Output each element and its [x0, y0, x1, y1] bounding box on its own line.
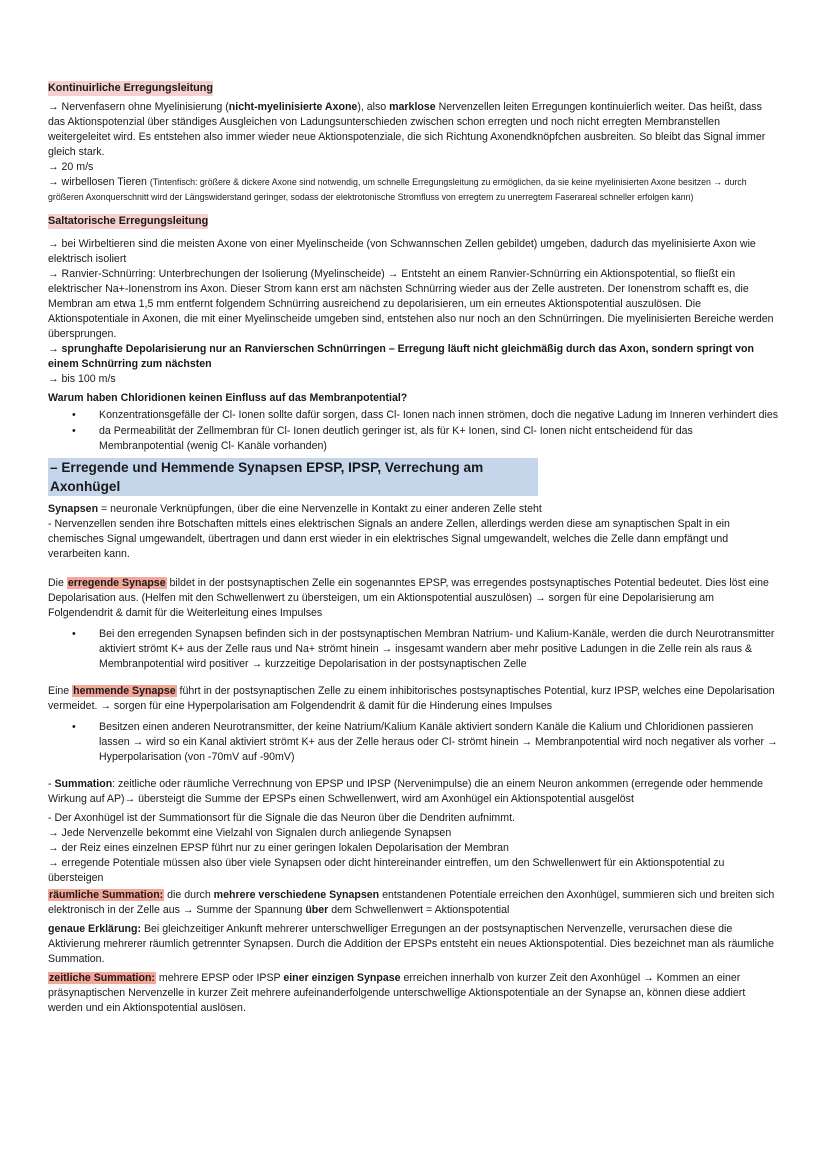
text: erreichen innerhalb von kurzer Zeit den Axonhügel → Kommen an einer präsynaptischen Nervenzelle in kurzer Zeit mehrere aufeinanderfolgende unterschwellige Aktionspotentiale an der Synapse an, können diese addiert werden und ein Aktionspotential auslösen. [48, 972, 746, 1014]
list-item [48, 424, 780, 454]
text: entstandenen Potentiale erreichen den Axonhügel, summieren sich und breiten sich elektronisch in der Zelle aus → Summe der Spannung [48, 889, 775, 916]
text: dem Schwellenwert = Aktionspotential [328, 904, 510, 916]
bullet-text: da Permeabilität der Zellmembran für Cl- Ionen deutlich geringer ist, als für K+ Ionen, sind Cl- Ionen nicht entscheidend für das Membranpotential (wenig Cl- Kanäle vorhanden) [99, 425, 693, 452]
section-title-synapses: – Erregende und Hemmende Synapsen EPSP, IPSP, Verrechung am Axonhügel [48, 458, 538, 496]
paragraph-axon-hillock-4: → erregende Potentiale müssen also über viele Synapsen oder dicht hintereinander eintreffen, um den Schwellenwert für ein Aktionspotential zu übersteigen [48, 857, 725, 884]
list-item [48, 720, 780, 765]
question-chloride [48, 391, 780, 406]
text: = neuronale Verknüpfungen, über die eine Nervenzelle in Kontakt zu einer anderen Zelle steht [98, 503, 542, 515]
paragraph-summation [48, 777, 780, 807]
text: Eine [48, 685, 73, 697]
highlight-temporal-summation: zeitliche Summation: [49, 972, 155, 984]
text: Die [48, 577, 67, 589]
bullet-icon: • [72, 628, 76, 640]
text: - [48, 778, 55, 790]
bold-text: marklose [389, 101, 436, 113]
text: → Nervenfasern ohne Myelinisierung ( [48, 101, 229, 113]
chloride-bullets [48, 408, 780, 454]
bold-text: Warum haben Chloridionen keinen Einfluss auf das Membranpotential? [48, 392, 408, 404]
text: mehrere EPSP oder IPSP [155, 972, 284, 984]
excitatory-bullets [48, 627, 780, 672]
text: Bei gleichzeitiger Ankunft mehrerer unterschwelliger Erregungen an der postsynaptischen Nervenzelle, verursachen diese die Aktivierung mehrerer räumlich getrennter Synapsen. Durch die Addition der EPSPs entsteht ein neues Aktionspotential. Dies bezeichnet man als räumliche Summation. [48, 923, 775, 965]
text: : zeitliche oder räumliche Verrechnung von EPSP und IPSP (Nervenimpulse) die an einem Neuron ankommen (erregende oder hemmende Wirkung auf AP)→ übersteigt die Summe der EPSPs einen Schwellenwert, wird am Axonhügel ein Aktionspotential ausgelöst [48, 778, 764, 805]
paragraph-axon-hillock-3: → der Reiz eines einzelnen EPSP führt nur zu einer geringen lokalen Depolarisation der Membran [48, 842, 509, 854]
highlight-inhibitory-synapse: hemmende Synapse [73, 685, 176, 697]
text: führt in der postsynaptischen Zelle zu einem inhibitorisches postsynaptisches Potential, kurz IPSP, welches eine Depolarisation vermeidet. → sorgen für eine Hyperpolarisation am Folgendendrit & damit für die Hinderung eines Impulses [48, 685, 775, 712]
section-saltatory-conduction [48, 211, 780, 454]
highlight-excitatory-synapse: erregende Synapse [67, 577, 166, 589]
bold-text: über [305, 904, 329, 916]
paragraph-axon-hillock-2: → Jede Nervenzelle bekommt eine Vielzahl von Signalen durch anliegende Synapsen [48, 827, 452, 839]
text: ), also [357, 101, 390, 113]
bullet-icon: • [72, 425, 76, 437]
paragraph-inhibitory [48, 684, 780, 714]
paragraph-unmyelinated [48, 100, 780, 160]
list-item [48, 408, 780, 423]
paragraph-saltatory-summary [48, 342, 780, 372]
speed-continuous: → 20 m/s [48, 161, 94, 173]
paragraph-exact-explanation [48, 922, 780, 967]
paragraph-excitatory [48, 576, 780, 621]
text: Nervenzellen leiten Erregungen kontinuierlich weiter. Das heißt, dass das Aktionspotenzial über ständiges Ausgleichen von Ladungsunterschieden zwischen schon erregten und noch nicht erregten Membranstellen weitergeleitet wird. Es entstehen also immer wieder neue Aktionspotenziale, die sich Richtung Axonendknöpfchen ausbreiten. So bleibt das Signal immer gleich stark. [48, 101, 766, 158]
bold-text: → sprunghafte Depolarisierung nur an Ranvierschen Schnürringen – Erregung läuft nicht gleichmäßig durch das Axon, sondern springt von einem Schnürring zum nächsten [48, 343, 754, 370]
text: bildet in der postsynaptischen Zelle ein sogenanntes EPSP, was erregendes postsynaptisches Potential bedeutet. Dies löst eine Depolarisation aus. (Helfen mit den Schwellenwert zu übersteigen, um ein Aktionspotential auszulösen) → sorgen für eine Depolarisierung am Folgendendrit & damit für die Weiterleitung eines Impulses [48, 577, 769, 619]
bold-text: mehrere verschiedene Synapsen [213, 889, 380, 901]
paragraph-ranvier: → Ranvier-Schnürring: Unterbrechungen der Isolierung (Myelinscheide) → Entsteht an einem Ranvier-Schnürring ein Aktionspotential, so fließt ein elektrischer Na+-Ionenstrom ins Axon. Dieser Strom kann erst am nächsten Schnürring wieder aus der Zelle austreten. Der Ionenstrom schafft es, die Membran am etwa 1,5 mm entfernt folgendem Schnürring ausreichend zu depolarisieren, um ein erneutes Aktionspotential auszulösen. Die Aktionspotentiale in Axonen, die mit einer Myelinscheide umgeben sind, entstehen also nur noch an den Schnürringen. Die myelinisierten Bereiche werden übersprungen. [48, 268, 774, 340]
bold-text: Synapsen [48, 503, 99, 515]
section-synapses [48, 502, 780, 1016]
bold-text: Summation [54, 778, 113, 790]
inhibitory-bullets [48, 720, 780, 765]
speed-saltatory: → bis 100 m/s [48, 373, 116, 385]
bold-text: einer einzigen Synpase [283, 972, 401, 984]
list-item [48, 627, 780, 672]
paragraph-invertebrates [48, 175, 780, 205]
bullet-text: Besitzen einen anderen Neurotransmitter, der keine Natrium/Kalium Kanäle aktiviert sondern Kanäle die Kalium und Chloridionen passieren lassen → wird so ein Kanal aktiviert strömt K+ aus der Zelle heraus oder Cl- strömt hinein → Membranpotential wird noch negativer als vorher → Hyperpolarisation (von -70mV auf -90mV) [99, 721, 778, 763]
small-note: (Tintenfisch: größere & dickere Axone sind notwendig, um schnelle Erregungsleitung zu ermöglichen, da sie keine myelinisierten Axone besitzen → durch größeren Axonquerschnitt wird der Längswiderstand geringer, sodass der elektrotonische Stromfluss von erregtem zu unerregtem Faserareal schneller erfolgen kann) [48, 177, 747, 202]
paragraph-temporal-summation [48, 971, 780, 1016]
bullet-text: Bei den erregenden Synapsen befinden sich in der postsynaptischen Membran Natrium- und Kalium-Kanäle, werden die durch Neurotransmitter aktiviert strömt K+ aus der Zelle raus und Na+ strömt hinein → insgesamt wandern aber mehr positive Ladungen in die Zelle rein als raus & Membranpotential wird positiver → kurzzeitige Depolarisation in der postsynaptischen Zelle [99, 628, 775, 670]
bold-text: nicht-myelinisierte Axone [228, 101, 358, 113]
paragraph-axon-hillock: - Der Axonhügel ist der Summationsort für die Signale die das Neuron über die Dendriten aufnimmt. [48, 812, 515, 824]
heading-continuous-conduction: Kontinuirliche Erregungsleitung [48, 82, 213, 94]
heading-saltatory-conduction: Saltatorische Erregungsleitung [48, 215, 209, 227]
highlight-spatial-summation: räumliche Summation: [49, 889, 164, 901]
bullet-text: Konzentrationsgefälle der Cl- Ionen sollte dafür sorgen, dass Cl- Ionen nach innen strömen, doch die negative Ladung im Inneren verhindert dies [99, 409, 779, 421]
section-continuous-conduction [48, 78, 780, 205]
bold-text: genaue Erklärung: [48, 923, 142, 935]
paragraph-synapses-signal: - Nervenzellen senden ihre Botschaften mittels eines elektrischen Signals an andere Zellen, allerdings werden diese am synaptischen Spalt in ein chemisches Signal umgewandelt, übertragen und dann erst wieder in ein elektrisches Signal umgewandelt, welches die Zelle dann empfängt und verarbeiten kann. [48, 518, 730, 560]
bullet-icon: • [72, 409, 76, 421]
paragraph-spatial-summation [48, 888, 780, 918]
text: die durch [164, 889, 214, 901]
paragraph-myelin: → bei Wirbeltieren sind die meisten Axone von einer Myelinscheide (von Schwannschen Zellen gebildet) umgeben, dadurch das myelinisierte Axon wie elektrisch isoliert [48, 238, 756, 265]
paragraph-synapses-definition [48, 502, 780, 517]
bullet-icon: • [72, 721, 76, 733]
text: → wirbellosen Tieren [48, 176, 150, 188]
